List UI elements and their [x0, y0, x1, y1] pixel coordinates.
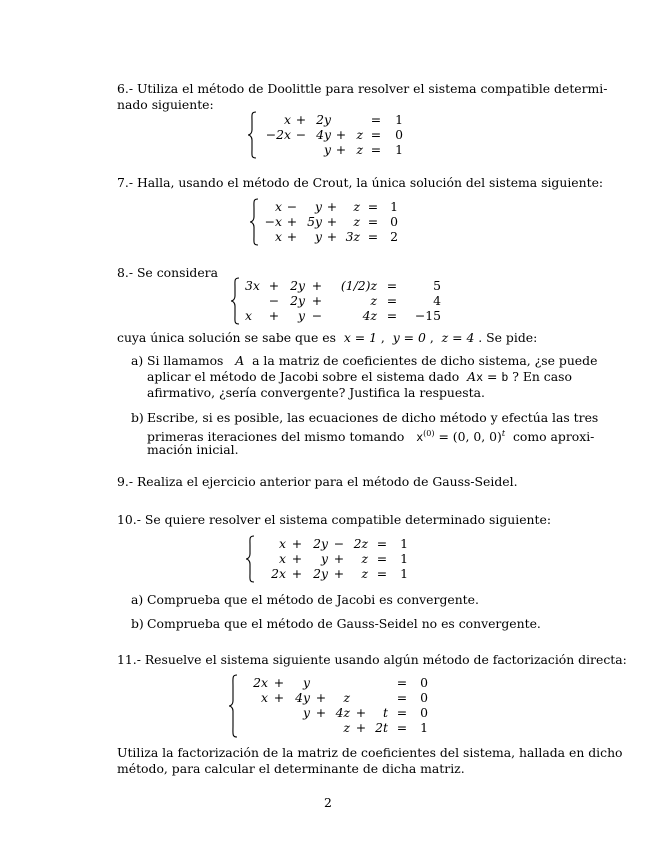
left-brace-icon — [245, 535, 255, 583]
problem-11-line1: 11.- Resuelve el sistema siguiente usando algún método de factorización directa: — [117, 652, 627, 667]
equation-row: x + y − 4z = −15 — [245, 308, 441, 323]
equation-row: x + 2y − 2z = 1 — [279, 536, 408, 551]
problem-8-solution: cuya única solución se sabe que es x = 1 , y = 0 , z = 4 . Se pide: — [117, 330, 538, 345]
problem-9-line1: 9.- Realiza el ejercicio anterior para el método de Gauss-Seidel. — [117, 474, 518, 489]
system-11 — [248, 675, 430, 735]
item-label: a) — [131, 353, 144, 368]
equation-row: 2x + y = 0 — [253, 675, 428, 690]
problem-8b-line2: primeras iteraciones del mismo tomando $x^{(0)} = (0$, 0, 0)$^t$ como aproxi- — [147, 429, 595, 445]
problem-8a-line2: aplicar el método de Jacobi sobre el sistema dado Ax = b ? En caso — [147, 369, 572, 384]
equation-row: y + z = 1 — [324, 142, 403, 157]
system-8 — [243, 278, 443, 323]
system-10 — [266, 536, 410, 581]
problem-8b-line1: Escribe, si es posible, las ecuaciones de dicho método y efectúa las tres — [147, 410, 599, 425]
problem-7-line1: 7.- Halla, usando el método de Crout, la única solución del sistema siguiente: — [117, 175, 604, 190]
problem-10a: Comprueba que el método de Jacobi es convergente. — [147, 592, 479, 607]
equation-row: −x + 5y + z = 0 — [264, 214, 398, 229]
equation-row: x + 2y = 1 — [284, 112, 403, 127]
equation-row: x + y + z = 1 — [279, 551, 408, 566]
equation-row: y + 4z + t = 0 — [303, 705, 428, 720]
page-number: 2 — [324, 795, 332, 810]
equation-row: −2x − 4y + z = 0 — [265, 127, 403, 142]
equation-row: z + 2t = 1 — [343, 720, 428, 735]
problem-11-line2: Utiliza la factorización de la matriz de coeficientes del sistema, hallada en dicho — [117, 745, 623, 760]
equation-row: 3x + 2y + (1/2)z = 5 — [245, 278, 441, 293]
system-6 — [261, 112, 405, 157]
left-brace-icon — [228, 674, 238, 738]
problem-8a-line1: Si llamamos A a la matriz de coeficientes de dicho sistema, ¿se puede — [147, 353, 598, 368]
item-label: a) — [131, 592, 144, 607]
item-label: b) — [131, 616, 144, 631]
problem-8-line1: 8.- Se considera — [117, 265, 218, 280]
system-7 — [262, 199, 400, 244]
equation-row: − 2y + z = 4 — [268, 293, 441, 308]
equation-row: 2x + 2y + z = 1 — [271, 566, 408, 581]
problem-10b: Comprueba que el método de Gauss-Seidel no es convergente. — [147, 616, 541, 631]
item-label: b) — [131, 410, 144, 425]
problem-6-line1: 6.- Utiliza el método de Doolittle para resolver el sistema compatible determi- — [117, 81, 608, 96]
left-brace-icon — [230, 277, 240, 325]
problem-10-line1: 10.- Se quiere resolver el sistema compatible determinado siguiente: — [117, 512, 552, 527]
problem-6-line2: nado siguiente: — [117, 97, 214, 112]
equation-row: x + y + 3z = 2 — [275, 229, 398, 244]
left-brace-icon — [249, 198, 259, 246]
left-brace-icon — [247, 111, 257, 159]
problem-8a-line3: afirmativo, ¿sería convergente? Justifica la respuesta. — [147, 385, 485, 400]
problem-8b-line3: mación inicial. — [147, 442, 239, 457]
equation-row: x − y + z = 1 — [275, 199, 398, 214]
equation-row: x + 4y + z = 0 — [261, 690, 428, 705]
problem-11-line3: método, para calcular el determinante de dicha matriz. — [117, 761, 465, 776]
